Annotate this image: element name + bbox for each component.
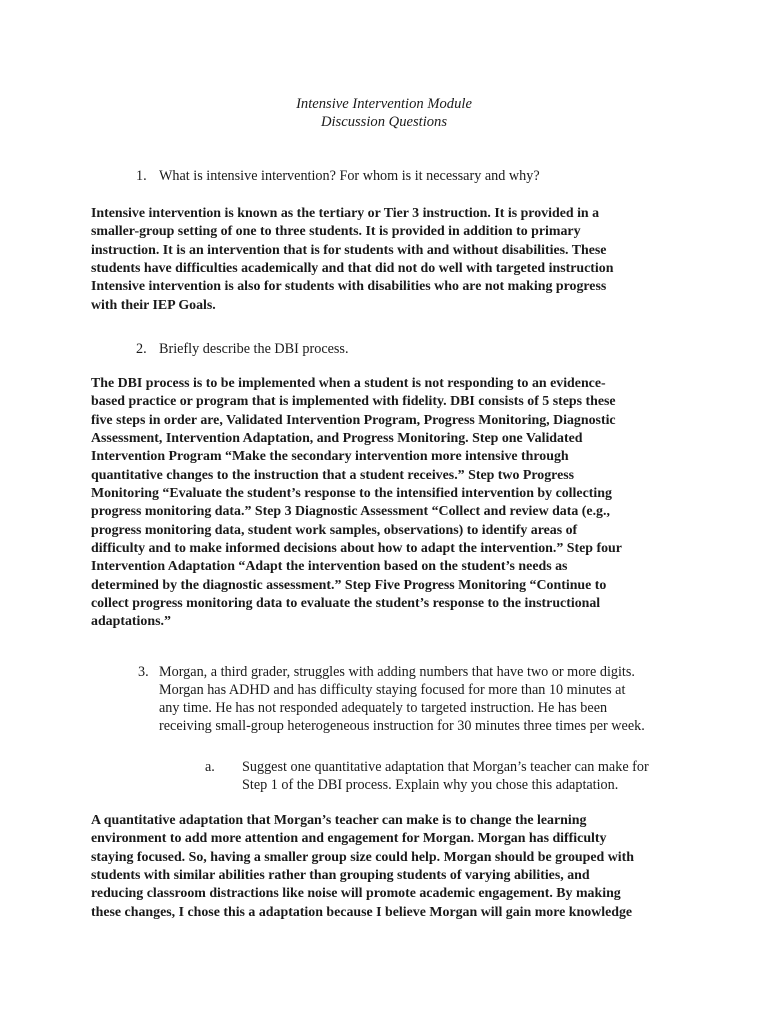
answer-1-line: Intensive intervention is known as the tertiary or Tier 3 instruction. It is provided in a bbox=[91, 206, 600, 221]
answer-3-line: environment to add more attention and engagement for Morgan. Morgan has difficulty bbox=[91, 831, 607, 847]
answer-2-line: Intervention Adaptation “Adapt the intervention based on the student’s needs as bbox=[91, 559, 568, 575]
answer-2 bbox=[91, 375, 691, 632]
question-3-line: Morgan has ADHD and has difficulty staying focused for more than 10 minutes at bbox=[159, 682, 626, 698]
document-title: Intensive Intervention Module bbox=[296, 96, 472, 112]
question-3 bbox=[138, 663, 645, 735]
question-1-number: 1. bbox=[136, 168, 147, 184]
answer-1-line: Intensive intervention is also for students with disabilities who are not making progress bbox=[91, 279, 607, 295]
answer-1 bbox=[91, 205, 691, 315]
answer-2-line: The DBI process is to be implemented when a student is not responding to an evidence- bbox=[91, 376, 606, 391]
answer-3-line: A quantitative adaptation that Morgan’s teacher can make is to change the learning bbox=[91, 813, 587, 828]
question-3a-line: Step 1 of the DBI process. Explain why you chose this adaptation. bbox=[242, 777, 619, 793]
answer-2-line: collect progress monitoring data to evaluate the student’s response to the instructional bbox=[91, 596, 601, 612]
answer-2-line: determined by the diagnostic assessment.” Step Five Progress Monitoring “Continue to bbox=[91, 577, 607, 593]
answer-1-line: students have difficulties academically and that did not do well with targeted instruction bbox=[91, 261, 614, 277]
answer-2-line: five steps in order are, Validated Intervention Program, Progress Monitoring, Diagnostic bbox=[91, 412, 616, 428]
answer-2-line: based practice or program that is implemented with fidelity. DBI consists of 5 steps these bbox=[91, 394, 616, 410]
answer-1-line: smaller-group setting of one to three students. It is provided in addition to primary bbox=[91, 224, 581, 240]
question-1 bbox=[136, 167, 540, 185]
answer-3-line: these changes, I chose this a adaptation because I believe Morgan will gain more knowledge bbox=[91, 904, 633, 920]
document-subtitle: Discussion Questions bbox=[320, 114, 448, 130]
answer-1-line: with their IEP Goals. bbox=[91, 297, 216, 313]
answer-2-line: Monitoring “Evaluate the student’s response to the intensified intervention by collecting bbox=[91, 486, 612, 502]
answer-1-line: instruction. It is an intervention that is for students with and without disabilities. These bbox=[91, 242, 607, 258]
question-2 bbox=[136, 340, 349, 358]
answer-3-line: reducing classroom distractions like noise will promote academic engagement. By making bbox=[91, 886, 621, 902]
question-2-text: Briefly describe the DBI process. bbox=[159, 341, 349, 357]
answer-2-line: Intervention Program “Make the secondary intervention more intensive through bbox=[91, 449, 569, 465]
question-3a-line: Suggest one quantitative adaptation that Morgan’s teacher can make for bbox=[242, 759, 649, 775]
answer-2-line: Assessment, Intervention Adaptation, and Progress Monitoring. Step one Validated bbox=[91, 431, 583, 447]
answer-2-line: quantitative changes to the instruction that a student receives.” Step two Progress bbox=[91, 467, 575, 483]
question-3-line: Morgan, a third grader, struggles with adding numbers that have two or more digits. bbox=[159, 664, 635, 680]
answer-2-line: adaptations.” bbox=[91, 614, 171, 630]
answer-2-line: difficulty and to make informed decisions about how to adapt the intervention.” Step four bbox=[91, 541, 622, 557]
question-2-number: 2. bbox=[136, 341, 147, 357]
answer-3-line: students with similar abilities rather than grouping students of varying abilities, and bbox=[91, 868, 590, 884]
question-3a bbox=[205, 758, 649, 794]
question-3a-letter: a. bbox=[205, 759, 215, 775]
answer-3-line: staying focused. So, having a smaller group size could help. Morgan should be grouped with bbox=[91, 849, 634, 865]
question-3-line: any time. He has not responded adequately to targeted instruction. He has been bbox=[159, 700, 608, 716]
answer-2-line: progress monitoring data, student work samples, observations) to identify areas of bbox=[91, 522, 578, 538]
question-3-number: 3. bbox=[138, 664, 149, 680]
question-1-text: What is intensive intervention? For whom is it necessary and why? bbox=[159, 168, 540, 184]
answer-2-line: progress monitoring data.” Step 3 Diagnostic Assessment “Collect and review data (e.g., bbox=[91, 504, 610, 520]
answer-3 bbox=[91, 812, 691, 922]
question-3-line: receiving small-group heterogeneous instruction for 30 minutes three times per week. bbox=[159, 718, 645, 734]
